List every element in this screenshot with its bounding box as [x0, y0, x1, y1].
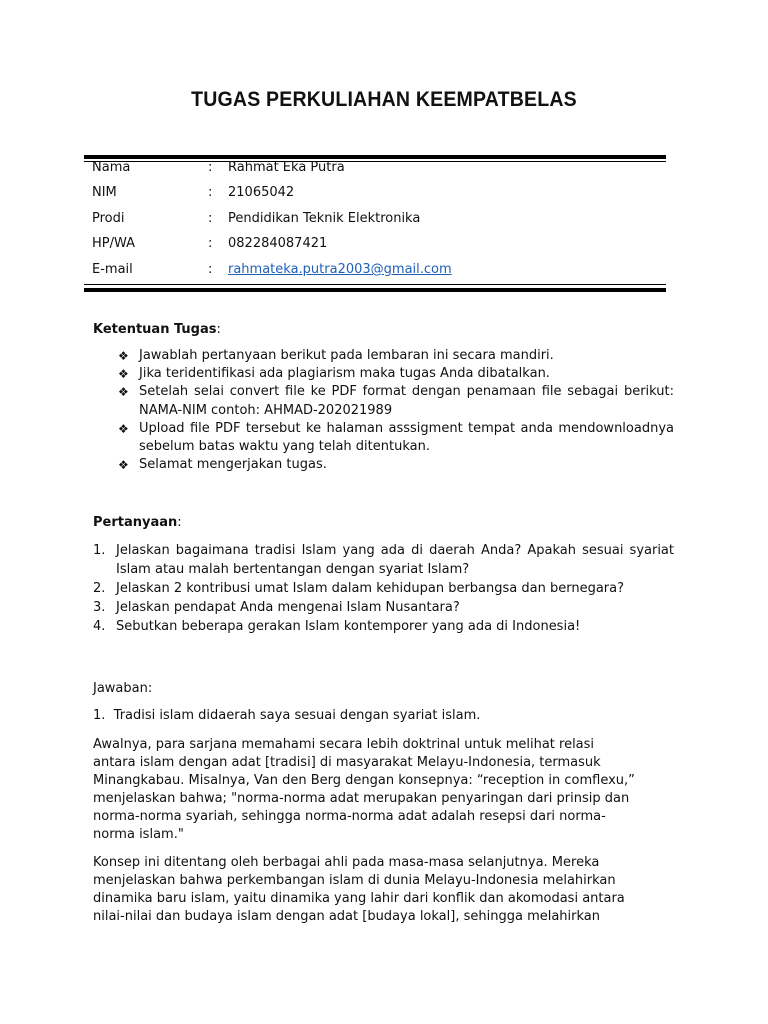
identity-label: E-mail — [92, 262, 133, 277]
questions-heading — [93, 514, 182, 532]
header-top-rule — [84, 155, 666, 159]
identity-colon: : — [208, 262, 213, 277]
list-item-text: Setelah selai convert file ke PDF format dengan penamaan file sebagai berikut: NAMA-NIM contoh: AHMAD-202021989 — [139, 384, 674, 418]
question-text: Jelaskan 2 kontribusi umat Islam dalam kehidupan berbangsa dan bernegara? — [116, 581, 625, 596]
answer-paragraph-2 — [93, 854, 653, 926]
rules-heading — [93, 321, 221, 339]
rules-heading-colon: : — [216, 322, 221, 337]
identity-colon: : — [208, 185, 213, 200]
email-link[interactable]: rahmateka.putra2003@gmail.com — [228, 262, 452, 277]
header-bottom-thin-rule — [84, 284, 666, 285]
diamond-bullet-icon: ❖ — [118, 385, 129, 400]
first-answer: 1. Tradisi islam didaerah saya sesuai dengan syariat islam. — [93, 708, 481, 723]
list-item — [93, 579, 674, 598]
paragraph-line: nilai-nilai dan budaya islam dengan adat [budaya lokal], sehingga melahirkan — [93, 909, 601, 924]
questions-heading-colon: : — [177, 515, 182, 530]
diamond-bullet-icon: ❖ — [118, 367, 129, 382]
list-item-text: Upload file PDF tersebut ke halaman asssigment tempat anda mendownloadnya sebelum batas waktu yang telah ditentukan. — [139, 420, 674, 455]
identity-colon: : — [208, 160, 213, 175]
paragraph-line: antara islam dengan adat [tradisi] di masyarakat Melayu-Indonesia, termasuk — [93, 755, 601, 770]
answers-heading: Jawaban: — [93, 681, 153, 696]
question-text: Jelaskan pendapat Anda mengenai Islam Nusantara? — [116, 600, 460, 615]
question-text: Jelaskan bagaimana tradisi Islam yang ada di daerah Anda? Apakah sesuai syariat Islam atau malah bertentangan dengan syariat Islam? — [116, 543, 674, 577]
diamond-bullet-icon: ❖ — [118, 458, 129, 473]
question-number: 4. — [93, 619, 106, 634]
list-item — [118, 365, 674, 383]
paragraph-line: Konsep ini ditentang oleh berbagai ahli pada masa-masa selanjutnya. Mereka — [93, 855, 600, 870]
identity-value-nim: 21065042 — [228, 185, 295, 200]
identity-value-name: Rahmat Eka Putra — [228, 160, 345, 175]
questions-list — [93, 541, 674, 636]
list-item-text: Selamat mengerjakan tugas. — [139, 457, 327, 473]
list-item-text: Jika teridentifikasi ada plagiarism maka tugas Anda dibatalkan. — [139, 366, 550, 382]
paragraph-line: norma-norma syariah, sehingga norma-norma adat adalah resepsi dari norma- — [93, 809, 606, 824]
list-item — [118, 383, 674, 419]
identity-label: Prodi — [92, 211, 125, 226]
list-item — [118, 456, 674, 474]
list-item — [93, 541, 674, 579]
questions-heading-text: Pertanyaan — [93, 515, 178, 530]
question-number: 2. — [93, 581, 106, 596]
diamond-bullet-icon: ❖ — [118, 349, 129, 363]
rules-list — [118, 347, 674, 474]
question-number: 1. — [93, 543, 106, 558]
identity-value-prodi: Pendidikan Teknik Elektronika — [228, 211, 421, 226]
list-item-text: Jawablah pertanyaan berikut pada lembaran ini secara mandiri. — [139, 348, 554, 363]
paragraph-line: dinamika baru islam, yaitu dinamika yang lahir dari konflik dan akomodasi antara — [93, 891, 625, 906]
list-item — [118, 420, 674, 456]
list-item — [118, 347, 674, 365]
paragraph-line: norma islam." — [93, 827, 184, 842]
document-title: TUGAS PERKULIAHAN KEEMPATBELAS — [191, 88, 577, 111]
question-text: Sebutkan beberapa gerakan Islam kontemporer yang ada di Indonesia! — [116, 619, 581, 634]
identity-value-phone: 082284087421 — [228, 236, 328, 251]
list-item — [93, 598, 674, 617]
paragraph-line: menjelaskan bahwa perkembangan islam di dunia Melayu-Indonesia melahirkan — [93, 873, 616, 888]
paragraph-line: menjelaskan bahwa; "norma-norma adat merupakan penyaringan dari prinsip dan — [93, 791, 630, 806]
identity-label: Nama — [92, 160, 131, 175]
identity-label: HP/WA — [92, 236, 136, 251]
question-number: 3. — [93, 600, 106, 615]
header-top-thin-rule — [84, 161, 666, 162]
answer-paragraph-1 — [93, 736, 653, 844]
identity-colon: : — [208, 211, 213, 226]
diamond-bullet-icon: ❖ — [118, 421, 129, 436]
rules-heading-text: Ketentuan Tugas — [93, 322, 217, 337]
paragraph-line: Awalnya, para sarjana memahami secara lebih doktrinal untuk melihat relasi — [93, 737, 595, 752]
identity-label: NIM — [92, 185, 117, 200]
list-item — [93, 617, 674, 636]
identity-colon: : — [208, 236, 213, 251]
paragraph-line: Minangkabau. Misalnya, Van den Berg dengan konsepnya: “reception in comflexu,” — [93, 773, 635, 788]
header-bottom-rule — [84, 288, 666, 292]
